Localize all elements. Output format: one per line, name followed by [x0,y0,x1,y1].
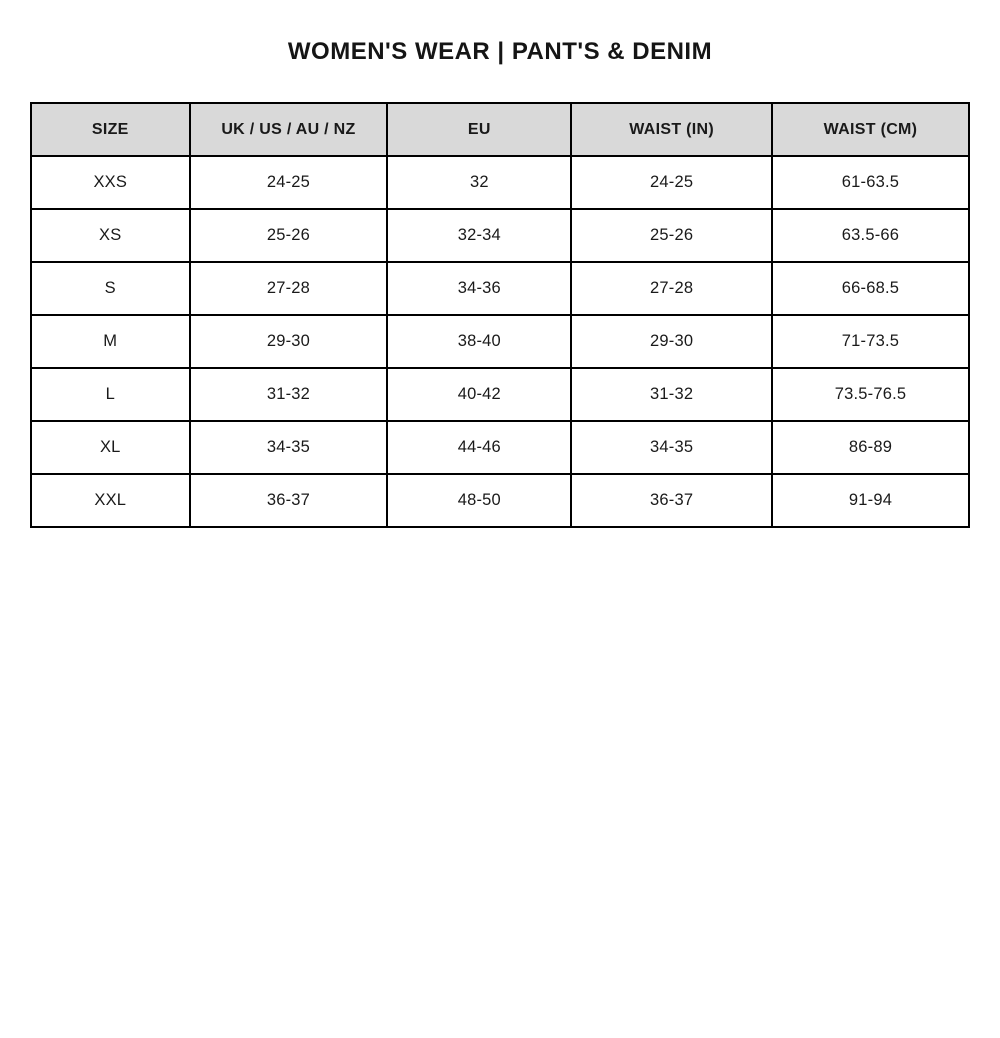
size-cell: L [31,368,190,421]
column-header-size: SIZE [31,103,190,156]
uk-cell: 25-26 [190,209,388,262]
uk-cell: 29-30 [190,315,388,368]
size-cell: XS [31,209,190,262]
uk-cell: 24-25 [190,156,388,209]
table-row-xxs [31,156,969,209]
column-header-waist-cm: WAIST (CM) [772,103,969,156]
table-row-xxl [31,474,969,527]
eu-cell: 48-50 [387,474,571,527]
eu-cell: 32-34 [387,209,571,262]
size-cell: XL [31,421,190,474]
table-row-xl [31,421,969,474]
waist-in-cell: 36-37 [571,474,772,527]
column-header-uk-us-au-nz: UK / US / AU / NZ [190,103,388,156]
size-cell: S [31,262,190,315]
eu-cell: 32 [387,156,571,209]
waist-cm-cell: 91-94 [772,474,969,527]
waist-cm-cell: 73.5-76.5 [772,368,969,421]
size-cell: M [31,315,190,368]
waist-cm-cell: 66-68.5 [772,262,969,315]
eu-cell: 44-46 [387,421,571,474]
waist-cm-cell: 61-63.5 [772,156,969,209]
uk-cell: 31-32 [190,368,388,421]
uk-cell: 36-37 [190,474,388,527]
column-header-eu: EU [387,103,571,156]
table-row-l [31,368,969,421]
uk-cell: 34-35 [190,421,388,474]
size-cell: XXL [31,474,190,527]
table-row-xs [31,209,969,262]
table-row-m [31,315,969,368]
waist-cm-cell: 86-89 [772,421,969,474]
uk-cell: 27-28 [190,262,388,315]
table-row-s [31,262,969,315]
waist-cm-cell: 63.5-66 [772,209,969,262]
size-chart-table [30,102,970,528]
eu-cell: 38-40 [387,315,571,368]
column-header-waist-in: WAIST (IN) [571,103,772,156]
eu-cell: 34-36 [387,262,571,315]
page-title: WOMEN'S WEAR | PANT'S & DENIM [287,38,713,65]
waist-in-cell: 24-25 [571,156,772,209]
waist-in-cell: 31-32 [571,368,772,421]
waist-cm-cell: 71-73.5 [772,315,969,368]
waist-in-cell: 29-30 [571,315,772,368]
eu-cell: 40-42 [387,368,571,421]
waist-in-cell: 25-26 [571,209,772,262]
size-cell: XXS [31,156,190,209]
table-header-row [31,103,969,156]
waist-in-cell: 27-28 [571,262,772,315]
waist-in-cell: 34-35 [571,421,772,474]
size-chart-page [0,38,1000,528]
